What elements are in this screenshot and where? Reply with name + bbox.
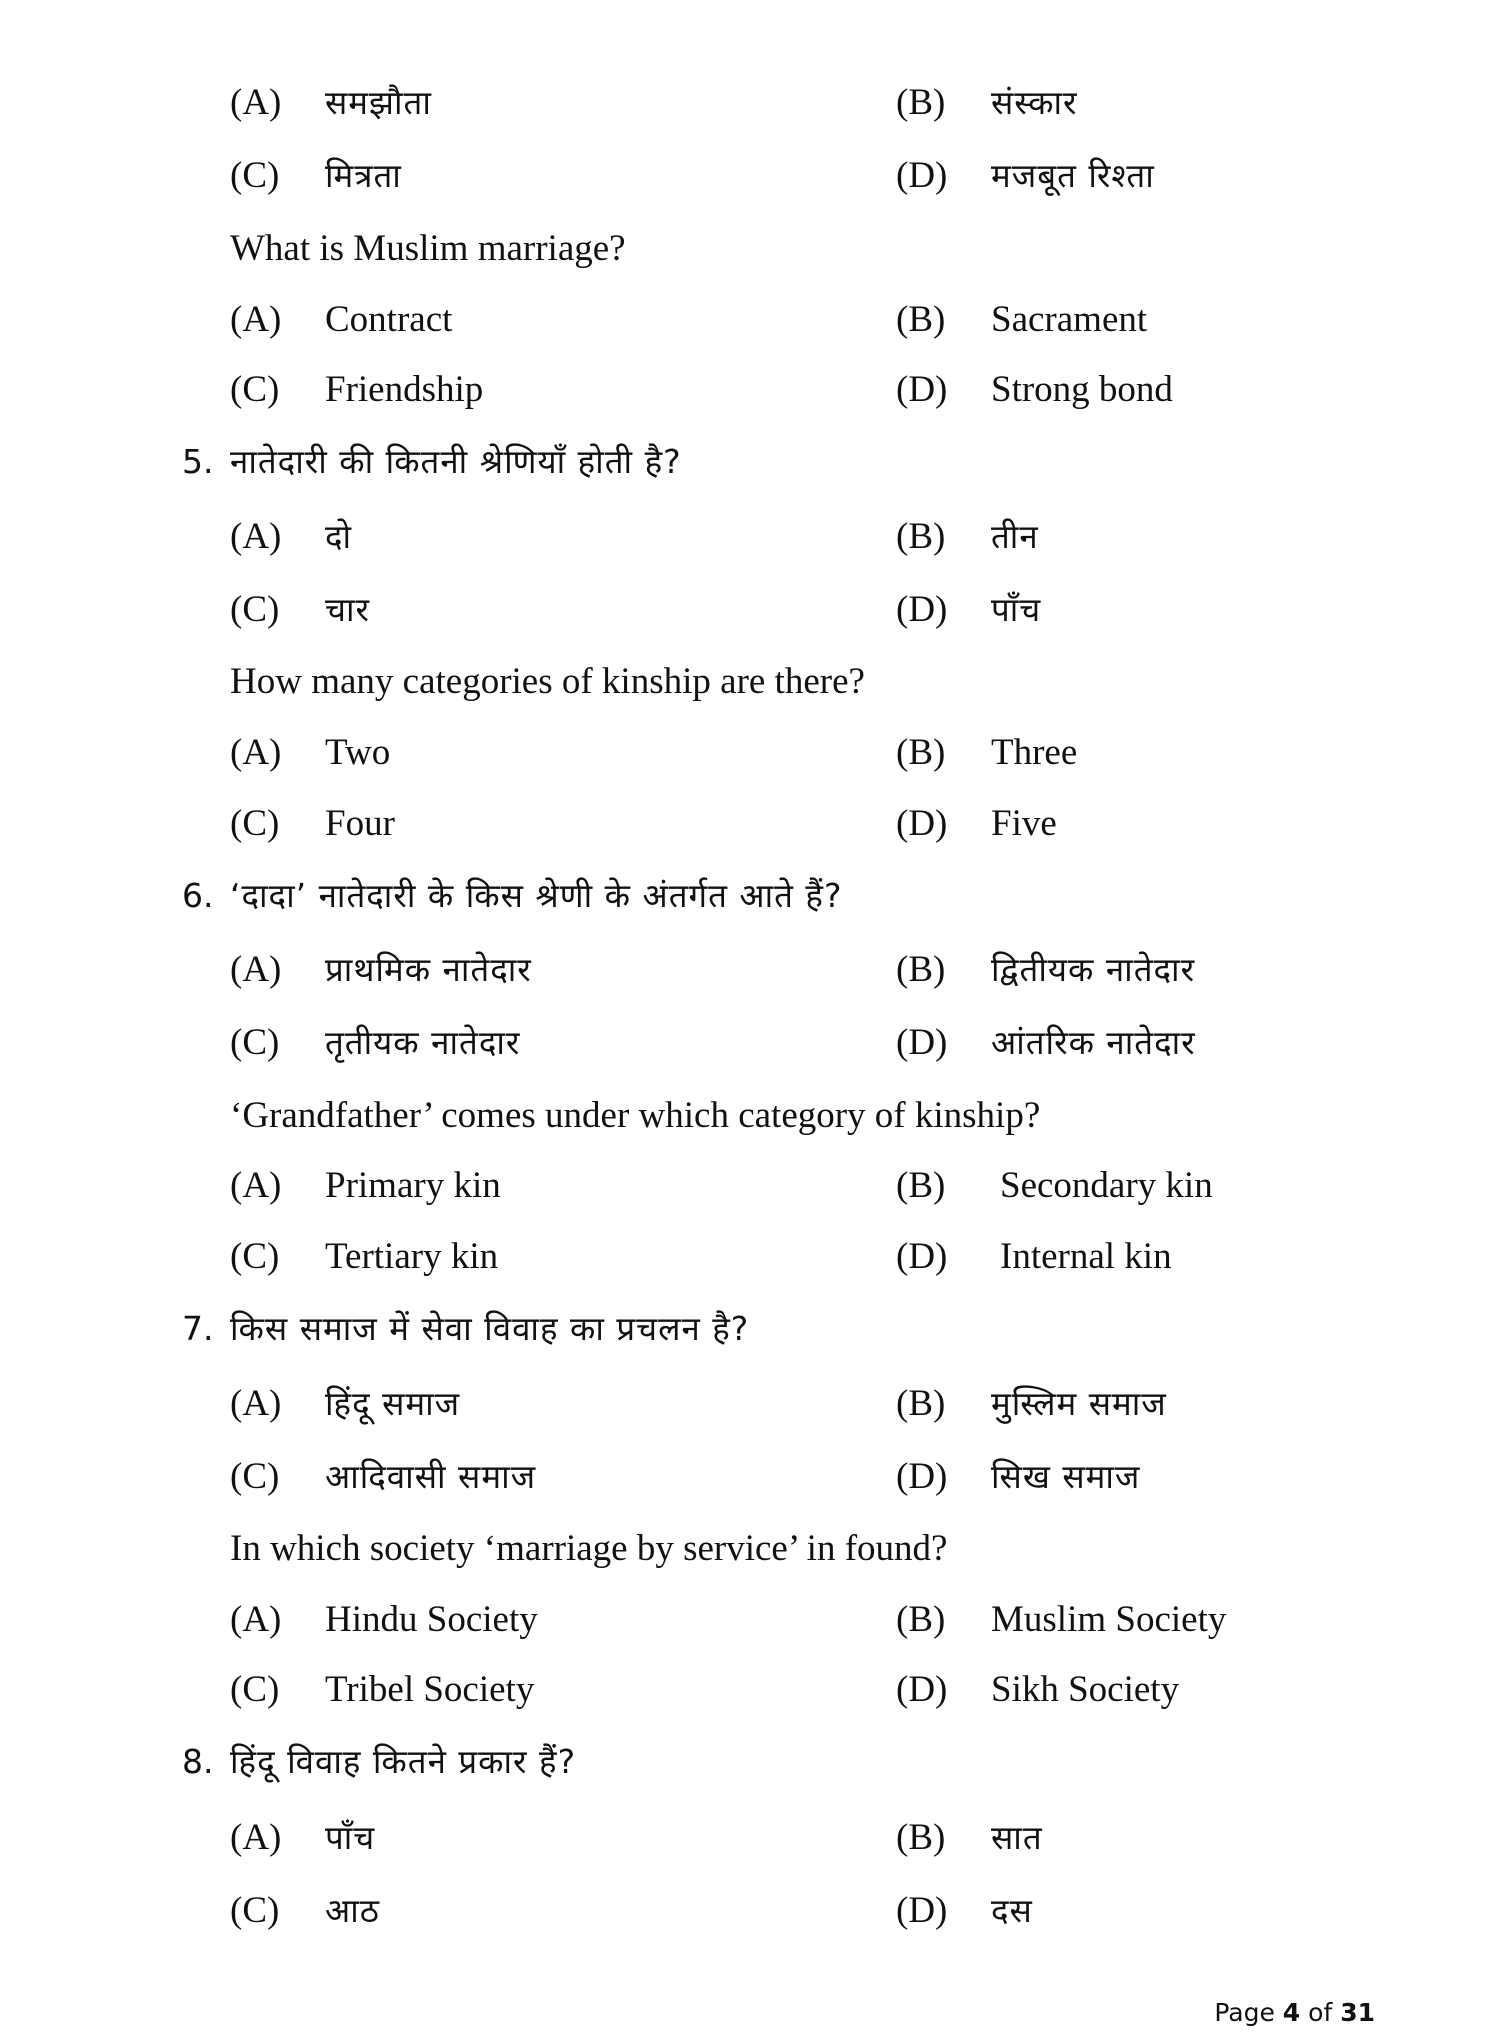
option-label: (D) xyxy=(896,803,948,844)
question-text-hi: ‘दादा’ नातेदारी के किस श्रेणी के अंतर्गत आते हैं? xyxy=(230,876,843,915)
option-text: Internal kin xyxy=(1000,1236,1172,1277)
question-row-hi xyxy=(0,432,1505,492)
question-number: 6. xyxy=(182,876,214,915)
option-text: Three xyxy=(991,732,1078,773)
option-label: (C) xyxy=(230,1456,280,1497)
option-label: (B) xyxy=(896,1817,946,1858)
question-row-en xyxy=(0,219,1505,279)
option-row xyxy=(0,1660,1505,1720)
option-row xyxy=(0,794,1505,854)
option-label: (B) xyxy=(896,949,946,990)
option-label: (A) xyxy=(230,299,282,340)
option-text: Five xyxy=(991,803,1057,844)
option-text: पाँच xyxy=(325,1818,376,1857)
option-label: (C) xyxy=(230,369,280,410)
option-label: (B) xyxy=(896,82,946,123)
option-label: (B) xyxy=(896,299,946,340)
option-text: Sacrament xyxy=(991,299,1148,340)
option-label: (A) xyxy=(230,82,282,123)
option-row xyxy=(0,1374,1505,1434)
option-label: (D) xyxy=(896,1890,948,1931)
option-label: (A) xyxy=(230,732,282,773)
option-label: (C) xyxy=(230,155,280,196)
option-text: पाँच xyxy=(991,590,1042,629)
option-text: सात xyxy=(991,1818,1043,1857)
option-row xyxy=(0,73,1505,133)
option-text: Hindu Society xyxy=(325,1599,538,1640)
option-text: Two xyxy=(325,732,391,773)
question-number: 5. xyxy=(182,442,214,481)
question-row-en xyxy=(0,652,1505,712)
option-label: (D) xyxy=(896,1669,948,1710)
question-number: 8. xyxy=(182,1742,214,1781)
option-row xyxy=(0,146,1505,206)
option-text: चार xyxy=(325,590,370,629)
question-text-hi: हिंदू विवाह कितने प्रकार हैं? xyxy=(230,1742,577,1781)
option-row xyxy=(0,1013,1505,1073)
question-text-en: In which society ‘marriage by service’ in found? xyxy=(230,1528,948,1569)
option-row xyxy=(0,580,1505,640)
option-label: (A) xyxy=(230,1599,282,1640)
option-label: (A) xyxy=(230,1383,282,1424)
question-row-hi xyxy=(0,1299,1505,1359)
option-label: (A) xyxy=(230,516,282,557)
option-text: तीन xyxy=(991,517,1039,556)
option-row xyxy=(0,1590,1505,1650)
option-text: Secondary kin xyxy=(1000,1165,1213,1206)
option-text: Muslim Society xyxy=(991,1599,1227,1640)
option-text: मुस्लिम समाज xyxy=(991,1384,1167,1423)
option-label: (A) xyxy=(230,1817,282,1858)
option-text: मित्रता xyxy=(325,156,402,195)
page-footer xyxy=(1214,1998,1375,2027)
option-label: (D) xyxy=(896,155,948,196)
option-label: (B) xyxy=(896,516,946,557)
option-text: द्वितीयक नातेदार xyxy=(991,950,1196,989)
option-text: तृतीयक नातेदार xyxy=(325,1023,521,1062)
option-row xyxy=(0,1447,1505,1507)
option-label: (B) xyxy=(896,732,946,773)
option-label: (C) xyxy=(230,1669,280,1710)
option-text: प्राथमिक नातेदार xyxy=(325,950,532,989)
question-text-en: ‘Grandfather’ comes under which category of kinship? xyxy=(230,1095,1041,1136)
option-text: सिख समाज xyxy=(991,1457,1141,1496)
option-text: मजबूत रिश्ता xyxy=(991,156,1155,195)
option-text: समझौता xyxy=(325,83,432,122)
option-text: Sikh Society xyxy=(991,1669,1180,1710)
option-row xyxy=(0,290,1505,350)
option-text: Friendship xyxy=(325,369,484,410)
option-text: दो xyxy=(325,517,353,556)
option-label: (A) xyxy=(230,1165,282,1206)
option-text: संस्कार xyxy=(991,83,1078,122)
option-text: हिंदू समाज xyxy=(325,1384,461,1423)
option-row xyxy=(0,360,1505,420)
option-text: Strong bond xyxy=(991,369,1173,410)
option-row xyxy=(0,1227,1505,1287)
option-row xyxy=(0,723,1505,783)
question-number: 7. xyxy=(182,1309,214,1348)
option-row xyxy=(0,1881,1505,1941)
option-text: Primary kin xyxy=(325,1165,501,1206)
option-row xyxy=(0,1808,1505,1868)
option-label: (B) xyxy=(896,1383,946,1424)
option-label: (C) xyxy=(230,1890,280,1931)
option-row xyxy=(0,940,1505,1000)
option-label: (D) xyxy=(896,369,948,410)
question-text-hi: किस समाज में सेवा विवाह का प्रचलन है? xyxy=(230,1309,750,1348)
option-label: (D) xyxy=(896,1236,948,1277)
question-row-hi xyxy=(0,866,1505,926)
option-label: (C) xyxy=(230,803,280,844)
option-label: (C) xyxy=(230,1236,280,1277)
footer-middle: of xyxy=(1300,1998,1341,2027)
option-label: (D) xyxy=(896,1022,948,1063)
question-row-hi xyxy=(0,1732,1505,1792)
option-text: Contract xyxy=(325,299,453,340)
question-text-hi: नातेदारी की कितनी श्रेणियाँ होती है? xyxy=(230,442,682,481)
option-label: (A) xyxy=(230,949,282,990)
option-label: (B) xyxy=(896,1165,946,1206)
question-row-en xyxy=(0,1519,1505,1579)
current-page-number: 4 xyxy=(1282,1998,1301,2027)
option-label: (C) xyxy=(230,589,280,630)
option-row xyxy=(0,1156,1505,1216)
option-label: (C) xyxy=(230,1022,280,1063)
option-text: आंतरिक नातेदार xyxy=(991,1023,1196,1062)
total-page-count: 31 xyxy=(1340,1998,1375,2027)
option-label: (B) xyxy=(896,1599,946,1640)
footer-prefix: Page xyxy=(1214,1998,1283,2027)
option-text: आठ xyxy=(325,1891,380,1930)
option-text: Tertiary kin xyxy=(325,1236,499,1277)
option-text: दस xyxy=(991,1891,1033,1930)
option-text: Tribel Society xyxy=(325,1669,535,1710)
option-text: Four xyxy=(325,803,395,844)
question-row-en xyxy=(0,1086,1505,1146)
option-row xyxy=(0,507,1505,567)
option-label: (D) xyxy=(896,1456,948,1497)
option-text: आदिवासी समाज xyxy=(325,1457,537,1496)
question-text-en: What is Muslim marriage? xyxy=(230,228,626,269)
option-label: (D) xyxy=(896,589,948,630)
question-text-en: How many categories of kinship are there? xyxy=(230,661,865,702)
